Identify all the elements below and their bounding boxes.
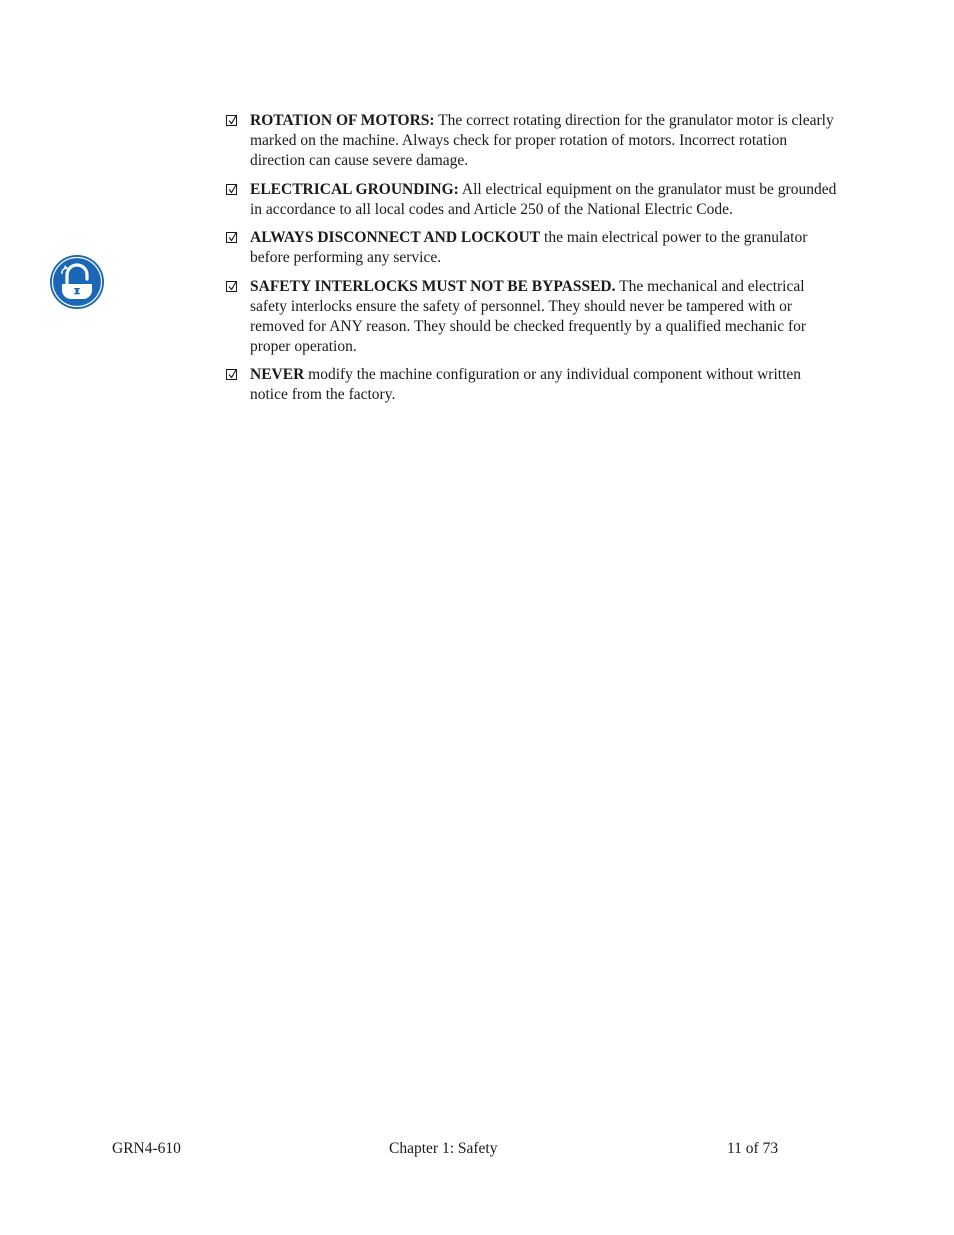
checkbox-checked-icon	[226, 281, 237, 292]
item-heading: ELECTRICAL GROUNDING:	[250, 180, 459, 198]
footer-doc-id: GRN4-610	[112, 1140, 181, 1157]
footer-chapter: Chapter 1: Safety	[389, 1140, 498, 1157]
item-text	[250, 277, 841, 357]
item-text	[250, 111, 841, 171]
item-text	[250, 365, 841, 405]
checkbox-checked-icon	[226, 369, 237, 380]
item-body: modify the machine configuration or any individual component without written notice from the factory.	[250, 366, 802, 403]
item-text	[250, 180, 841, 220]
item-heading: SAFETY INTERLOCKS MUST NOT BE BYPASSED.	[250, 277, 616, 295]
item-heading: NEVER	[250, 366, 305, 383]
list-item	[226, 111, 841, 171]
checkbox-checked-icon	[226, 115, 237, 126]
list-item	[226, 277, 841, 357]
checkbox-checked-icon	[226, 232, 237, 243]
list-item	[226, 365, 841, 405]
item-body: The correct rotating direction for the granulator motor is clearly marked on the machine. Always check for proper rotation of motors. Incorrect rotation direction can cause severe damage.	[250, 112, 834, 169]
item-body: All electrical equipment on the granulator must be grounded in accordance to all local codes and Article 250 of the National Electric Code.	[250, 180, 837, 218]
item-body: the main electrical power to the granulator before performing any service.	[250, 229, 808, 266]
item-text	[250, 228, 841, 268]
item-heading: ROTATION OF MOTORS:	[250, 112, 435, 129]
lockout-padlock-icon	[48, 253, 106, 311]
list-item	[226, 180, 841, 220]
footer-page-number: 11 of 73	[727, 1140, 779, 1157]
item-heading: ALWAYS DISCONNECT AND LOCKOUT	[250, 229, 541, 246]
checkbox-checked-icon	[226, 184, 237, 195]
list-item	[226, 228, 841, 268]
safety-checklist	[226, 111, 841, 414]
item-body: The mechanical and electrical safety interlocks ensure the safety of personnel. They should never be tampered with or removed for ANY reason. They should be checked frequently by a qualified mechanic for proper operation.	[250, 277, 807, 355]
